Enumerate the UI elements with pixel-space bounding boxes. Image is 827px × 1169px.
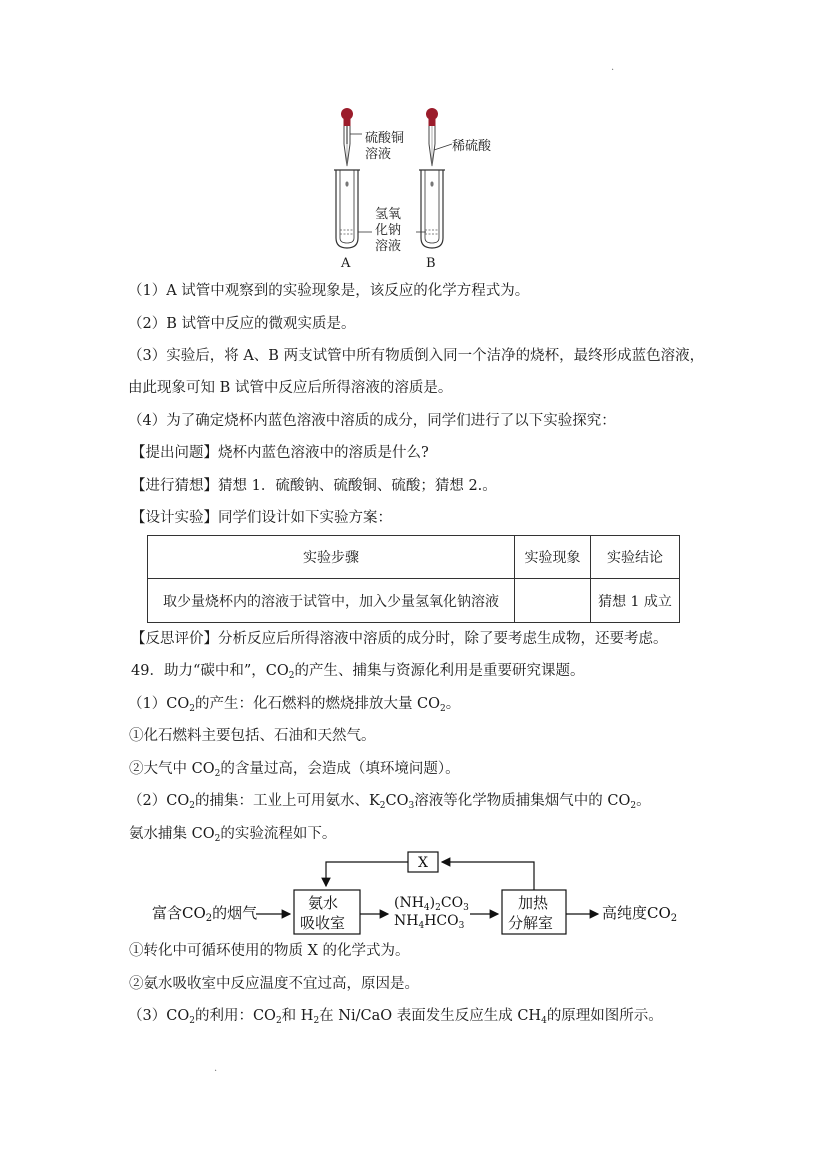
table-cell (515, 579, 591, 623)
test-tube-b (419, 170, 445, 248)
reflect: 【反思评价】分析反应后所得溶液中溶质的成分时，除了要考虑生成物，还要考虑。 (131, 631, 668, 647)
capture-flow-diagram (140, 848, 700, 940)
question-3-line1: （3）实验后，将 A、B 两支试管中所有物质倒入同一个洁净的烧杯，最终形成蓝色溶液， (128, 348, 705, 364)
table-cell: 取少量烧杯内的溶液于试管中，加入少量氢氧化钠溶液 (148, 579, 515, 623)
label-cuso4-2: 溶液 (365, 147, 392, 162)
question-4: （4）为了确定烧杯内蓝色溶液中溶质的成分，同学们进行了以下实验探究： (128, 413, 616, 429)
dropper-a (341, 108, 353, 166)
question-1: （1）A 试管中观察到的实验现象是，该反应的化学方程式为。 (128, 283, 530, 299)
label-h2so4: 稀硫酸 (452, 139, 492, 154)
part-1: $(1)CO_2$的产生：化石燃料的燃烧排放大量 $CO_2$。 (128, 696, 461, 714)
design: 【设计实验】同学们设计如下实验方案： (131, 510, 392, 526)
flow-intro: 氨水捕集 $CO_2$的实验流程如下。 (129, 826, 337, 844)
table-header: 实验结论 (591, 536, 680, 579)
decomposition-box-line2: 分解室 (508, 914, 554, 932)
question-3-line2: 由此现象可知 B 试管中反应后所得溶液的溶质是。 (128, 380, 453, 396)
table-row (148, 579, 680, 623)
absorption-box-line1: 氨水 (308, 894, 339, 912)
test-tube-a (334, 170, 360, 248)
part-2: $(2)CO_2$的捕集：工业上可用氨水、$K_2CO_3$溶液等化学物质捕集烟气中的 $CO_2$。 (128, 793, 651, 811)
product-ammonium-bicarbonate: $NH_4HCO_3$ (394, 913, 465, 931)
product-ammonium-carbonate: $(NH_4)_2CO_3$ (394, 895, 469, 913)
tube-a-label: A (341, 256, 351, 271)
flow-output: 高纯度$CO_2$ (602, 904, 678, 924)
part-3: $(3)CO_2$的利用：$CO_2$和 $H_2$在 Ni/CaO 表面发生反应生成 $CH_4$的原理如图所示。 (128, 1008, 663, 1026)
scan-dot: . (214, 1063, 218, 1074)
experiment-table (147, 535, 680, 623)
decomposition-box-line1: 加热 (518, 894, 549, 912)
label-naoh-1: 氢氧 (375, 207, 402, 222)
part-1-i: ①化石燃料主要包括、石油和天然气。 (129, 728, 376, 744)
dropper-b (426, 108, 438, 166)
flow-input: 富含$CO_2$的烟气 (152, 904, 258, 924)
test-tube-figure (320, 100, 520, 272)
question-2: （2）B 试管中反应的微观实质是。 (128, 316, 356, 332)
table-header-row (148, 536, 680, 579)
absorption-box-line2: 吸收室 (300, 914, 346, 932)
part-1-ii: ②大气中 $CO_2$的含量过高，会造成（填环境问题）。 (129, 761, 460, 779)
guess: 【进行猜想】猜想 1．硫酸钠、硫酸铜、硫酸；猜想 2.。 (131, 478, 497, 494)
tube-b-label: B (426, 256, 436, 271)
label-naoh-2: 化钠 (375, 223, 402, 238)
question-49: 49．助力“碳中和”，$CO_2$的产生、捕集与资源化利用是重要研究课题。 (131, 663, 585, 681)
ask-question: 【提出问题】烧杯内蓝色溶液中的溶质是什么? (131, 445, 429, 461)
table-header: 实验步骤 (148, 536, 515, 579)
table-cell: 猜想 1 成立 (591, 579, 680, 623)
scan-dot: . (611, 62, 615, 73)
flow-question-i: ①转化中可循环使用的物质 X 的化学式为。 (129, 943, 410, 959)
x-label: X (418, 855, 428, 871)
label-naoh-3: 溶液 (375, 239, 402, 254)
label-cuso4-1: 硫酸铜 (365, 131, 405, 146)
table-header: 实验现象 (515, 536, 591, 579)
flow-question-ii: ②氨水吸收室中反应温度不宜过高，原因是。 (129, 976, 419, 992)
